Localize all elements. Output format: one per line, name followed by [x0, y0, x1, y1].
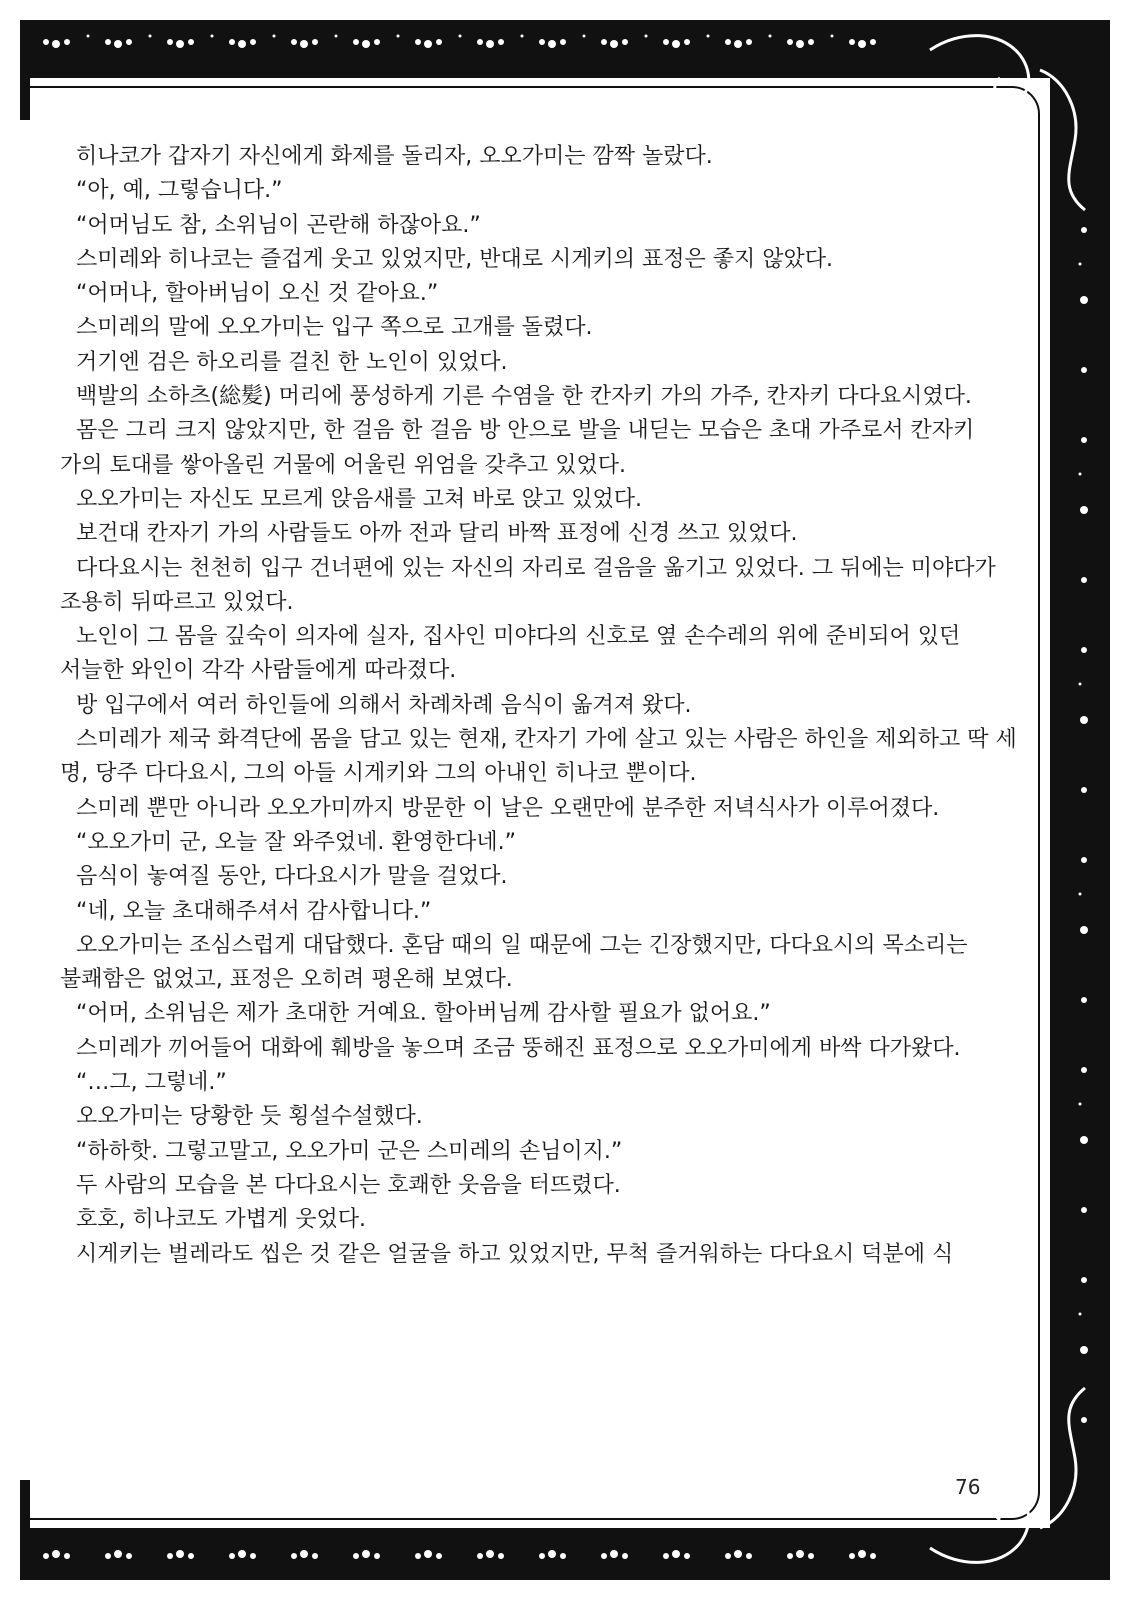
paragraph: “오오가미 군, 오늘 잘 와주었네. 환영한다네.”	[76, 829, 517, 855]
paragraph: 음식이 놓여질 동안, 다다요시가 말을 걸었다.	[76, 864, 508, 890]
paragraph: “어머님도 참, 소위님이 곤란해 하잖아요.”	[76, 212, 481, 238]
paragraph: 백발의 소하츠(総髪) 머리에 풍성하게 기른 수염을 한 칸자키 가의 가주, 칸자키 다다요시였다.	[76, 384, 972, 410]
paragraph: 스미레 뿐만 아니라 오오가미까지 방문한 이 날은 오랜만에 분주한 저녁식사가 이루어졌다.	[76, 795, 940, 821]
body-text	[60, 140, 1020, 1272]
paragraph: 방 입구에서 여러 하인들에 의해서 차례차례 음식이 옮겨져 왔다.	[76, 692, 692, 718]
paragraph: 스미레가 제국 화격단에 몸을 담고 있는 현재, 칸자기 가에 살고 있는 사람은 하인을 제외하고 딱 세 명, 당주 다다요시, 그의 아들 시게키와 그의 아내인 히나코 뿐이다.	[60, 727, 1017, 787]
paragraph: 스미레가 끼어들어 대화에 훼방을 놓으며 조금 뚱해진 표정으로 오오가미에게 바싹 다가왔다.	[76, 1035, 961, 1061]
paragraph: 오오가미는 조심스럽게 대답했다. 혼담 때의 일 때문에 그는 긴장했지만, 다다요시의 목소리는 불쾌함은 없었고, 표정은 오히려 평온해 보였다.	[60, 932, 968, 993]
paragraph: 히나코가 갑자기 자신에게 화제를 돌리자, 오오가미는 깜짝 놀랐다.	[76, 144, 713, 169]
paragraph: 스미레와 히나코는 즐겁게 웃고 있었지만, 반대로 시게키의 표정은 좋지 않았다.	[76, 246, 833, 272]
paragraph: 노인이 그 몸을 깊숙이 의자에 실자, 집사인 미야다의 신호로 옆 손수레의 위에 준비되어 있던 서늘한 와인이 각각 사람들에게 따라졌다.	[60, 624, 961, 684]
paragraph: “네, 오늘 초대해주셔서 감사합니다.”	[76, 898, 432, 924]
page-number: 76	[955, 1475, 981, 1499]
paragraph: 다다요시는 천천히 입구 건너편에 있는 자신의 자리로 걸음을 옮기고 있었다. 그 뒤에는 미야다가 조용히 뒤따르고 있었다.	[60, 555, 996, 615]
paragraph: 두 사람의 모습을 본 다다요시는 호쾌한 웃음을 터뜨렸다.	[76, 1172, 621, 1198]
paragraph: 몸은 그리 크지 않았지만, 한 걸음 한 걸음 방 안으로 발을 내딛는 모습은 초대 가주로서 칸자키 가의 토대를 쌓아올린 거물에 어울린 위엄을 갖추고 있었다.	[60, 418, 975, 478]
paragraph: 스미레의 말에 오오가미는 입구 쪽으로 고개를 돌렸다.	[76, 315, 593, 341]
paragraph: 시게키는 벌레라도 씹은 것 같은 얼굴을 하고 있었지만, 무척 즐거워하는 다다요시 덕분에 식	[76, 1241, 954, 1267]
paragraph: 거기엔 검은 하오리를 걸친 한 노인이 있었다.	[76, 349, 508, 375]
paragraph: “아, 예, 그렇습니다.”	[76, 178, 283, 204]
paragraph: “어머나, 할아버님이 오신 것 같아요.”	[76, 281, 439, 307]
paragraph: 호호, 히나코도 가볍게 웃었다.	[76, 1207, 366, 1233]
paragraph: 보건대 칸자기 가의 사람들도 아까 전과 달리 바짝 표정에 신경 쓰고 있었다.	[76, 521, 798, 547]
paragraph: “하하핫. 그렇고말고, 오오가미 군은 스미레의 손님이지.”	[76, 1138, 623, 1164]
paragraph: 오오가미는 당황한 듯 횡설수설했다.	[76, 1104, 423, 1130]
paragraph: “어머, 소위님은 제가 초대한 거예요. 할아버님께 감사할 필요가 없어요.”	[76, 1001, 771, 1027]
paragraph: 오오가미는 자신도 모르게 앉음새를 고쳐 바로 앉고 있었다.	[76, 486, 642, 512]
paragraph: “…그, 그렇네.”	[76, 1070, 227, 1096]
